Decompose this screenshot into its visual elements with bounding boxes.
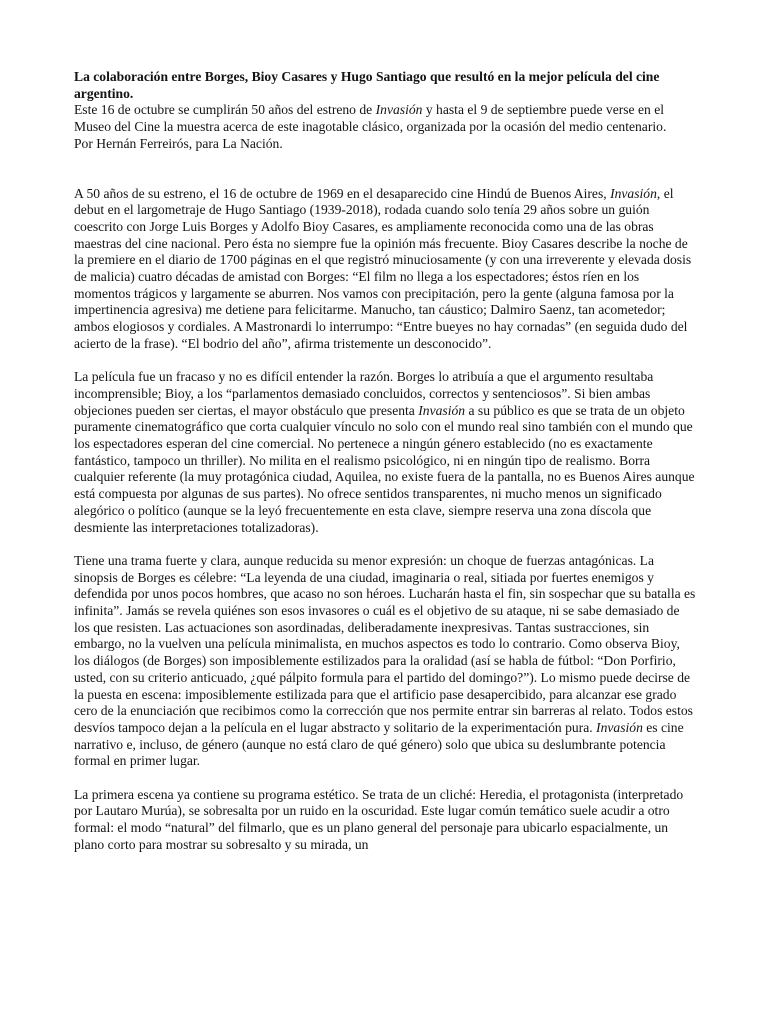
- paragraph-spacer: [74, 770, 696, 787]
- intro-film-title: Invasión: [375, 102, 423, 118]
- article-title: La colaboración entre Borges, Bioy Casares y Hugo Santiago que resultó en la mejor película del cine argentino.: [74, 69, 660, 101]
- paragraph-1-text-start: A 50 años de su estreno, el 16 de octubre de 1969 en el desaparecido cine Hindú de Buenos Aires,: [74, 185, 611, 201]
- document-page: [74, 69, 696, 854]
- paragraph-spacer: [74, 353, 696, 370]
- paragraph-3-film-title: Invasión: [596, 719, 643, 735]
- body-paragraph-3: [74, 553, 696, 770]
- section-spacer: [74, 153, 696, 186]
- body-paragraph-1: [74, 186, 696, 353]
- paragraph-1-film-title: Invasión: [610, 185, 657, 201]
- paragraph-1-text-end: , el debut en el largometraje de Hugo Santiago (1939-2018), rodada cuando solo tenía 29 años sobre un guión coescrito con Jorge Luis Borges y Adolfo Bioy Casares, es ampliamente reconocida como una de las obras maestras del cine nacional. Pero ésta no siempre fue la opinión más frecuente. Bioy Casares describe la noche de la premiere en el diario de 1700 páginas en el que registró minuciosamente (y con una irreverente y elevada dosis de malicia) cuatro décadas de amistad con Borges: “El film no llega a los espectadores; éstos ríen en los momentos trágicos y largamente se aburren. Nos vamos con precipitación, pero la gente (alguna famosa por la impertinencia agresiva) me detiene para felicitarme. Manucho, tan cáustico; Dalmiro Saenz, tan acometedor; ambos elogiosos y cordiales. A Mastronardi lo interrumpo: “Entre bueyes no hay cornadas” (en seguida dudo del acierto de la frase). “El bodrio del año”, afirma tristemente un desconocido”.: [74, 185, 692, 351]
- article-byline: Por Hernán Ferreirós, para La Nación.: [74, 135, 283, 151]
- paragraph-2-text-end: a su público es que se trata de un objeto puramente cinematográfico que corta cualquier vínculo no solo con el mundo real sino también con el mundo que los espectadores esperan del cine comercial. No pertenece a ningún género establecido (no es exactamente fantástico, tampoco un thriller). No milita en el realismo psicológico, ni en ningún tipo de realismo. Borra cualquier referente (la muy protagónica ciudad, Aquilea, no existe fuera de la pantalla, no es Buenos Aires aunque está compuesta por algunas de sus partes). No ofrece sentidos transparentes, ni mucho menos un significado alegórico o político (aunque se la leyó frecuentemente en esta clave, siempre reserva una zona díscola que desmiente las interpretaciones totalizadoras).: [74, 402, 695, 535]
- intro-text-start: Este 16 de octubre se cumplirán 50 años del estreno de: [74, 102, 376, 118]
- paragraph-3-text-start: Tiene una trama fuerte y clara, aunque reducida su menor expresión: un choque de fuerzas antagónicas. La sinopsis de Borges es célebre: “La leyenda de una ciudad, imaginaria o real, sitiada por fuertes enemigos y defendida por unos pocos hombres, que acaso no son héroes. Lucharán hasta el fin, sin sospechar que su batalla es infinita”. Jamás se revela quiénes son esos invasores o cuál es el objetivo de su ataque, ni se sabe demasiado de los que resisten. Las actuaciones son asordinadas, deliberadamente inexpresivas. Tantas sustracciones, sin embargo, no la vuelven una película minimalista, en muchos aspectos es todo lo contrario. Como observa Bioy, los diálogos (de Borges) son imposiblemente estilizados para la oralidad (así se habla de fútbol: “Don Porfirio, usted, con su criterio anticuado, ¿qué pálpito formula para el partido del domingo?”). Lo mismo puede decirse de la puesta en escena: imposiblemente estilizada para que el artificio pase desapercibido, para alcanzar ese grado cero de la enunciación que recibimos como la corrección que nos permite entrar sin barreras al relato. Todos estos desvíos tampoco dejan a la película en el lugar abstracto y solitario de la experimentación pura.: [74, 552, 696, 735]
- article-intro: [74, 102, 696, 135]
- paragraph-2-text-start: La película fue un fracaso y no es difícil entender la razón. Borges lo atribuía a que el argumento resultaba incomprensible; Bioy, a los “parlamentos demasiado concluidos, correctos y sentenciosos”. Si bien ambas objeciones pueden ser ciertas, el mayor obstáculo que presenta: [74, 369, 654, 418]
- body-paragraph-4: La primera escena ya contiene su programa estético. Se trata de un cliché: Heredia, el protagonista (interpretado por Lautaro Murúa), se sobresalta por un ruido en la oscuridad. Este lugar común temático suele acudir a otro formal: el modo “natural” del filmarlo, que es un plano general del personaje para ubicarlo espacialmente, un plano corto para mostrar su sobresalto y su mirada, un: [74, 786, 684, 852]
- paragraph-2-film-title: Invasión: [418, 402, 466, 418]
- intro-text-end: y hasta el 9 de septiembre puede verse en el Museo del Cine la muestra acerca de este inagotable clásico, organizada por la ocasión del medio centenario.: [74, 102, 667, 135]
- paragraph-spacer: [74, 536, 696, 553]
- body-paragraph-2: [74, 369, 696, 536]
- paragraph-3-text-end: es cine narrativo e, incluso, de género (aunque no está claro de qué género) solo que ubica su deslumbrante potencia formal en primer lugar.: [74, 719, 684, 769]
